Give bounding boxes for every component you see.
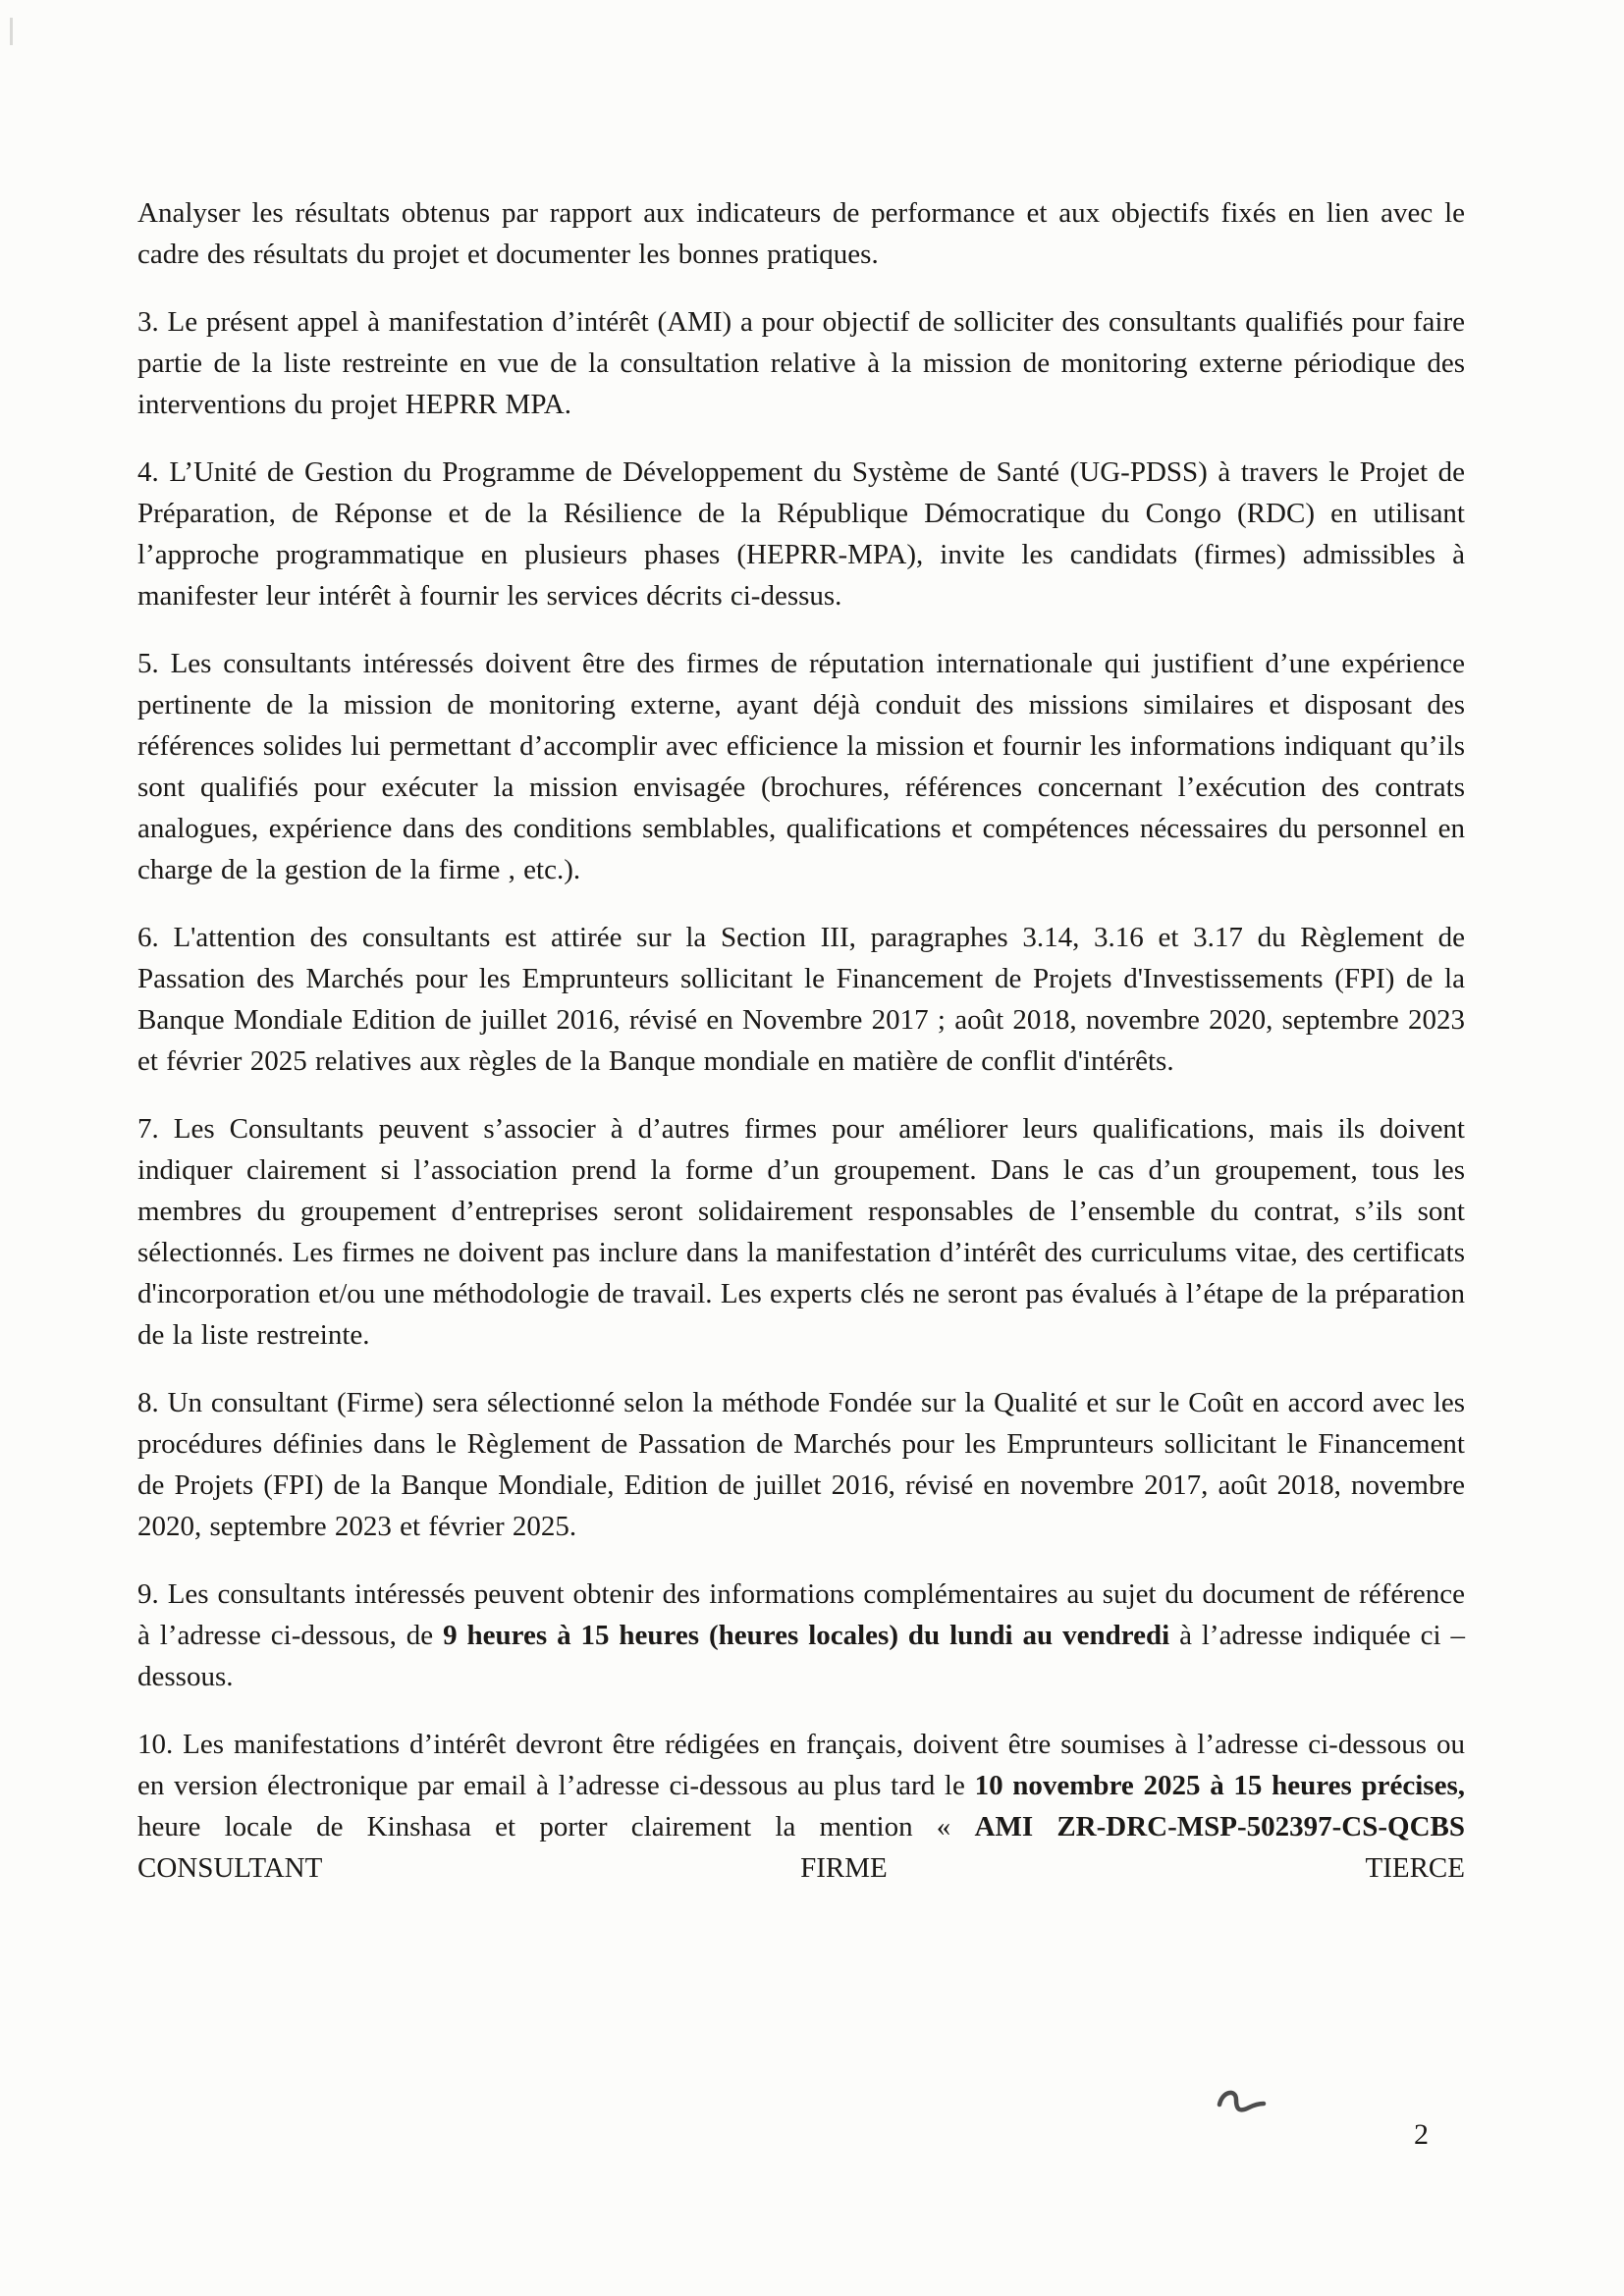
paragraph-6 bbox=[137, 917, 1465, 1082]
paragraph-3 bbox=[137, 301, 1465, 425]
text-run: 4. L’Unité de Gestion du Programme de Développement du Système de Santé (UG-PDSS) à travers le Projet de Préparation, de Réponse et de la Résilience de la République Démocratique du Congo (RDC) en utilisant l’approche programmatique en plusieurs phases (HEPRR-MPA), invite les candidats (firmes) admissibles à manifester leur intérêt à fournir les services décrits ci-dessus. bbox=[137, 456, 1465, 612]
bold-text-run: 10 novembre 2025 à 15 heures précises, bbox=[974, 1770, 1465, 1801]
paragraph-intro bbox=[137, 192, 1465, 275]
bold-text-run: AMI ZR-DRC-MSP-502397-CS-QCBS bbox=[974, 1811, 1465, 1842]
pen-squiggle-mark bbox=[1210, 2087, 1271, 2124]
text-run: 5. Les consultants intéressés doivent être des firmes de réputation internationale qui justifient d’une expérience pertinente de la mission de monitoring externe, ayant déjà conduit des missions similaires et disposant des références solides lui permettant d’accomplir avec efficience la mission et fournir les informations indiquant qu’ils sont qualifiés pour exécuter la mission envisagée (brochures, références concernant l’exécution des contrats analogues, expérience dans des conditions semblables, qualifications et compétences nécessaires du personnel en charge de la gestion de la firme , etc.). bbox=[137, 648, 1465, 885]
paragraph-10 bbox=[137, 1724, 1465, 1889]
paragraph-8 bbox=[137, 1382, 1465, 1547]
text-run: 8. Un consultant (Firme) sera sélectionné selon la méthode Fondée sur la Qualité et sur le Coût en accord avec les procédures définies dans le Règlement de Passation de Marchés pour les Emprunteurs sollicitant le Financement de Projets (FPI) de la Banque Mondiale, Edition de juillet 2016, révisé en novembre 2017, août 2018, novembre 2020, septembre 2023 et février 2025. bbox=[137, 1387, 1465, 1542]
text-run: 10. Les manifestations d’intérêt devront être rédigées en français, doivent être soumises à l’adresse ci-dessous ou en version électronique par email à l’adresse ci-dessous au plus tard le bbox=[137, 1729, 1465, 1801]
document-body bbox=[137, 192, 1465, 1915]
page-number: 2 bbox=[1414, 2118, 1429, 2151]
paragraph-5 bbox=[137, 643, 1465, 890]
paragraph-7 bbox=[137, 1108, 1465, 1356]
scan-artifact-corner bbox=[10, 18, 13, 45]
bold-text-run: 9 heures à 15 heures (heures locales) du lundi au vendredi bbox=[443, 1620, 1170, 1651]
text-run: 6. L'attention des consultants est attirée sur la Section III, paragraphes 3.14, 3.16 et 3.17 du Règlement de Passation des Marchés pour les Emprunteurs sollicitant le Financement de Projets d'Investissements (FPI) de la Banque Mondiale Edition de juillet 2016, révisé en Novembre 2017 ; août 2018, novembre 2020, septembre 2023 et février 2025 relatives aux règles de la Banque mondiale en matière de conflit d'intérêts. bbox=[137, 922, 1465, 1077]
text-run: 7. Les Consultants peuvent s’associer à d’autres firmes pour améliorer leurs qualifications, mais ils doivent indiquer clairement si l’association prend la forme d’un groupement. Dans le cas d’un groupement, tous les membres du groupement d’entreprises seront solidairement responsables de l’ensemble du contrat, s’ils sont sélectionnés. Les firmes ne doivent pas inclure dans la manifestation d’intérêt des curriculums vitae, des certificats d'incorporation et/ou une méthodologie de travail. Les experts clés ne seront pas évalués à l’étape de la préparation de la liste restreinte. bbox=[137, 1113, 1465, 1351]
text-run: 9. Les consultants intéressés peuvent obtenir des informations complémentaires au sujet du document de référence à l’adresse ci-dessous, de bbox=[137, 1578, 1465, 1651]
text-run: 3. Le présent appel à manifestation d’intérêt (AMI) a pour objectif de solliciter des consultants qualifiés pour faire partie de la liste restreinte en vue de la consultation relative à la mission de monitoring externe périodique des interventions du projet HEPRR MPA. bbox=[137, 306, 1465, 420]
text-run: heure locale de Kinshasa et porter clairement la mention « bbox=[137, 1811, 975, 1842]
paragraph-4 bbox=[137, 452, 1465, 616]
text-run: CONSULTANT FIRME TIERCE bbox=[137, 1852, 1465, 1884]
text-run: Analyser les résultats obtenus par rapport aux indicateurs de performance et aux objectifs fixés en lien avec le cadre des résultats du projet et documenter les bonnes pratiques. bbox=[137, 197, 1465, 270]
paragraph-9 bbox=[137, 1574, 1465, 1697]
text-run: à l’adresse indiquée ci – dessous. bbox=[137, 1620, 1465, 1692]
